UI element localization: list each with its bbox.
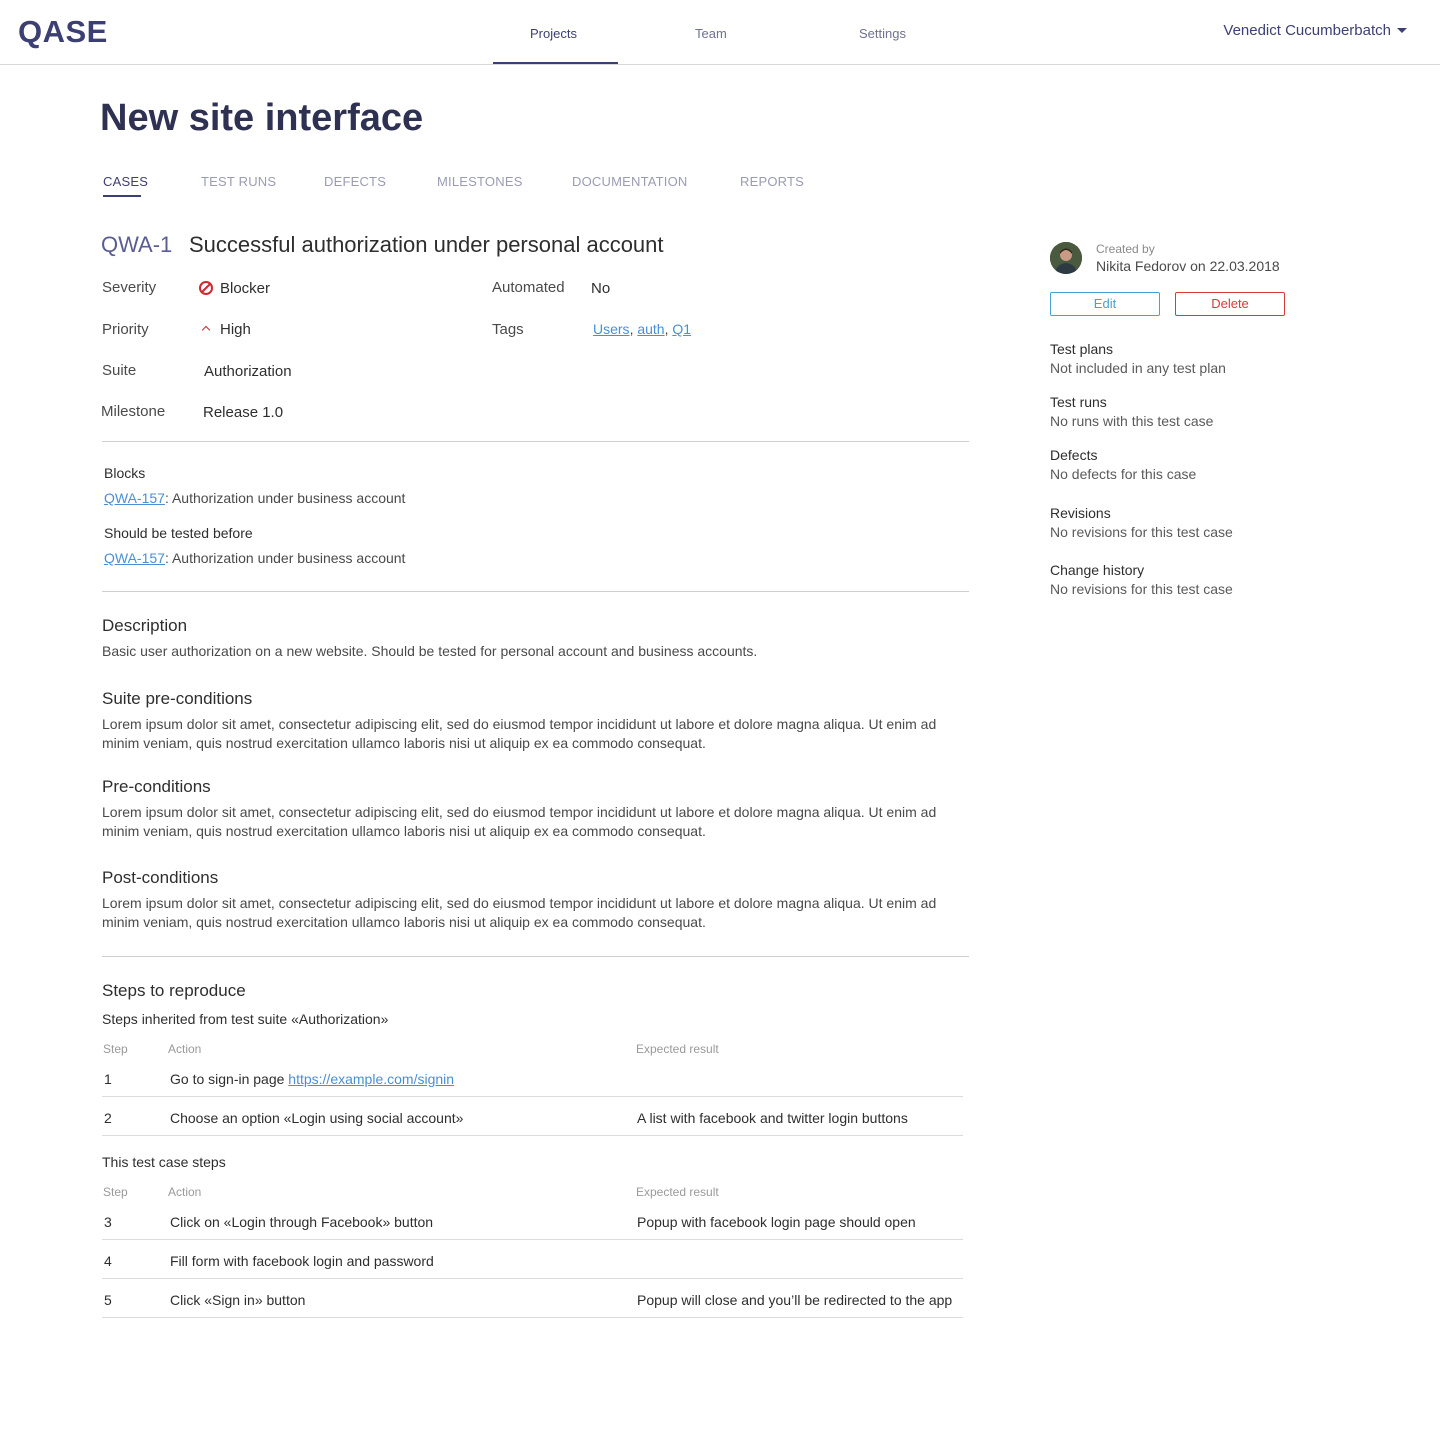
tab-documentation[interactable]: DOCUMENTATION [572, 174, 688, 189]
revisions-text: No revisions for this test case [1050, 524, 1233, 540]
step-column-header: Step [103, 1185, 128, 1199]
tag-link[interactable]: Q1 [672, 321, 692, 337]
defects-title: Defects [1050, 447, 1098, 463]
inherited-steps-title: Steps inherited from test suite «Authorization» [102, 1011, 389, 1027]
divider [102, 591, 969, 592]
case-title: Successful authorization under personal account [189, 232, 664, 257]
test-runs-title: Test runs [1050, 394, 1107, 410]
severity-value: Blocker [220, 280, 271, 297]
action-column-header: Action [168, 1042, 202, 1056]
related-case-title: : Authorization under business account [164, 550, 406, 566]
nav-settings[interactable]: Settings [859, 26, 906, 41]
divider [102, 956, 969, 957]
avatar [1050, 242, 1082, 274]
description-title: Description [102, 616, 188, 635]
tags-list: Users, auth, Q1 [593, 321, 692, 337]
blocker-icon [199, 281, 213, 295]
tab-defects[interactable]: DEFECTS [324, 174, 387, 189]
page-title: New site interface [100, 97, 424, 139]
related-case-link[interactable]: QWA-157 [104, 550, 165, 566]
step-action: Click «Sign in» button [170, 1292, 306, 1308]
change-history-text: No revisions for this test case [1050, 581, 1233, 597]
revisions-title: Revisions [1050, 505, 1111, 521]
tab-cases[interactable]: CASES [103, 174, 149, 189]
step-expected: Popup will close and you’ll be redirected to the app [637, 1292, 953, 1308]
postconditions-text: Lorem ipsum dolor sit amet, consectetur adipiscing elit, sed do eiusmod tempor incididunt ut labore et dolore magna aliqua. Ut enim ad minim veniam, quis nostrud exercitation ullamco laboris nisi ut aliquip ex ea commodo consequat. [102, 895, 937, 930]
chevron-up-icon [202, 326, 210, 334]
case-id: QWA-1 [101, 232, 173, 257]
related-case-title: : Authorization under business account [164, 490, 406, 506]
tab-active-indicator [103, 195, 141, 197]
description-text: Basic user authorization on a new website. Should be tested for personal account and business accounts. [102, 643, 758, 659]
steps-title: Steps to reproduce [102, 981, 246, 1000]
tag-link[interactable]: Users [593, 321, 630, 337]
milestone-value: Release 1.0 [203, 404, 284, 421]
step-number: 5 [104, 1292, 112, 1308]
nav-projects[interactable]: Projects [530, 26, 577, 41]
step-action: Click on «Login through Facebook» button [170, 1214, 434, 1230]
row-divider [102, 1135, 963, 1136]
edit-button[interactable]: Edit [1050, 292, 1160, 316]
step-number: 3 [104, 1214, 112, 1230]
test-plans-text: Not included in any test plan [1050, 360, 1226, 376]
step-action: Go to sign-in page https://example.com/signin [170, 1071, 455, 1087]
related-case-link[interactable]: QWA-157 [104, 490, 165, 506]
created-by-label: Created by [1096, 242, 1155, 256]
user-name: Venedict Cucumberbatch [1223, 22, 1391, 39]
suite-preconditions-text: Lorem ipsum dolor sit amet, consectetur adipiscing elit, sed do eiusmod tempor incididunt ut labore et dolore magna aliqua. Ut enim ad minim veniam, quis nostrud exercitation ullamco laboris nisi ut aliquip ex ea commodo consequat. [102, 716, 937, 751]
expected-column-header: Expected result [636, 1185, 719, 1199]
step-number: 4 [104, 1253, 112, 1269]
suite-preconditions-title: Suite pre-conditions [102, 689, 253, 708]
defects-text: No defects for this case [1050, 466, 1197, 482]
tab-reports[interactable]: REPORTS [740, 174, 805, 189]
relation-row [104, 550, 405, 566]
test-plans-title: Test plans [1050, 341, 1114, 357]
delete-button[interactable]: Delete [1175, 292, 1285, 316]
postconditions-title: Post-conditions [102, 868, 219, 887]
preconditions-title: Pre-conditions [102, 777, 211, 796]
tags-label: Tags [492, 321, 524, 338]
change-history-title: Change history [1050, 562, 1145, 578]
milestone-label: Milestone [101, 403, 166, 420]
tab-milestones[interactable]: MILESTONES [437, 174, 523, 189]
suite-label: Suite [102, 362, 137, 379]
tag-link[interactable]: auth [637, 321, 665, 337]
test-runs-text: No runs with this test case [1050, 413, 1214, 429]
user-avatar-icon [1050, 242, 1082, 274]
row-divider [102, 1239, 963, 1240]
created-by-value: Nikita Fedorov on 22.03.2018 [1096, 258, 1280, 274]
step-action: Fill form with facebook login and password [170, 1253, 434, 1269]
action-column-header: Action [168, 1185, 202, 1199]
signin-link[interactable]: https://example.com/signin [288, 1071, 455, 1087]
qase-logo[interactable]: QASE [18, 14, 108, 49]
suite-value: Authorization [204, 363, 292, 380]
relation-row [104, 490, 405, 506]
step-number: 1 [104, 1071, 112, 1087]
step-number: 2 [104, 1110, 112, 1126]
automated-label: Automated [492, 279, 565, 296]
row-divider [102, 1278, 963, 1279]
step-action: Choose an option «Login using social account» [170, 1110, 464, 1126]
user-menu[interactable] [1223, 22, 1407, 39]
row-divider [102, 1317, 963, 1318]
step-expected: Popup with facebook login page should open [637, 1214, 916, 1230]
priority-value: High [220, 321, 251, 338]
nav-active-indicator [493, 62, 618, 64]
tab-test-runs[interactable]: TEST RUNS [201, 174, 277, 189]
own-steps-title: This test case steps [102, 1154, 226, 1170]
top-navigation-bar [0, 0, 1440, 65]
expected-column-header: Expected result [636, 1042, 719, 1056]
automated-value: No [591, 280, 611, 297]
tested-before-title: Should be tested before [104, 525, 253, 541]
nav-team[interactable]: Team [695, 26, 727, 41]
preconditions-text: Lorem ipsum dolor sit amet, consectetur adipiscing elit, sed do eiusmod tempor incididunt ut labore et dolore magna aliqua. Ut enim ad minim veniam, quis nostrud exercitation ullamco laboris nisi ut aliquip ex ea commodo consequat. [102, 804, 937, 839]
priority-label: Priority [102, 321, 149, 338]
row-divider [102, 1096, 963, 1097]
step-column-header: Step [103, 1042, 128, 1056]
blocks-title: Blocks [104, 465, 146, 481]
severity-label: Severity [102, 279, 157, 296]
step-expected: A list with facebook and twitter login buttons [637, 1110, 908, 1126]
divider [102, 441, 969, 442]
caret-down-icon [1397, 28, 1407, 33]
